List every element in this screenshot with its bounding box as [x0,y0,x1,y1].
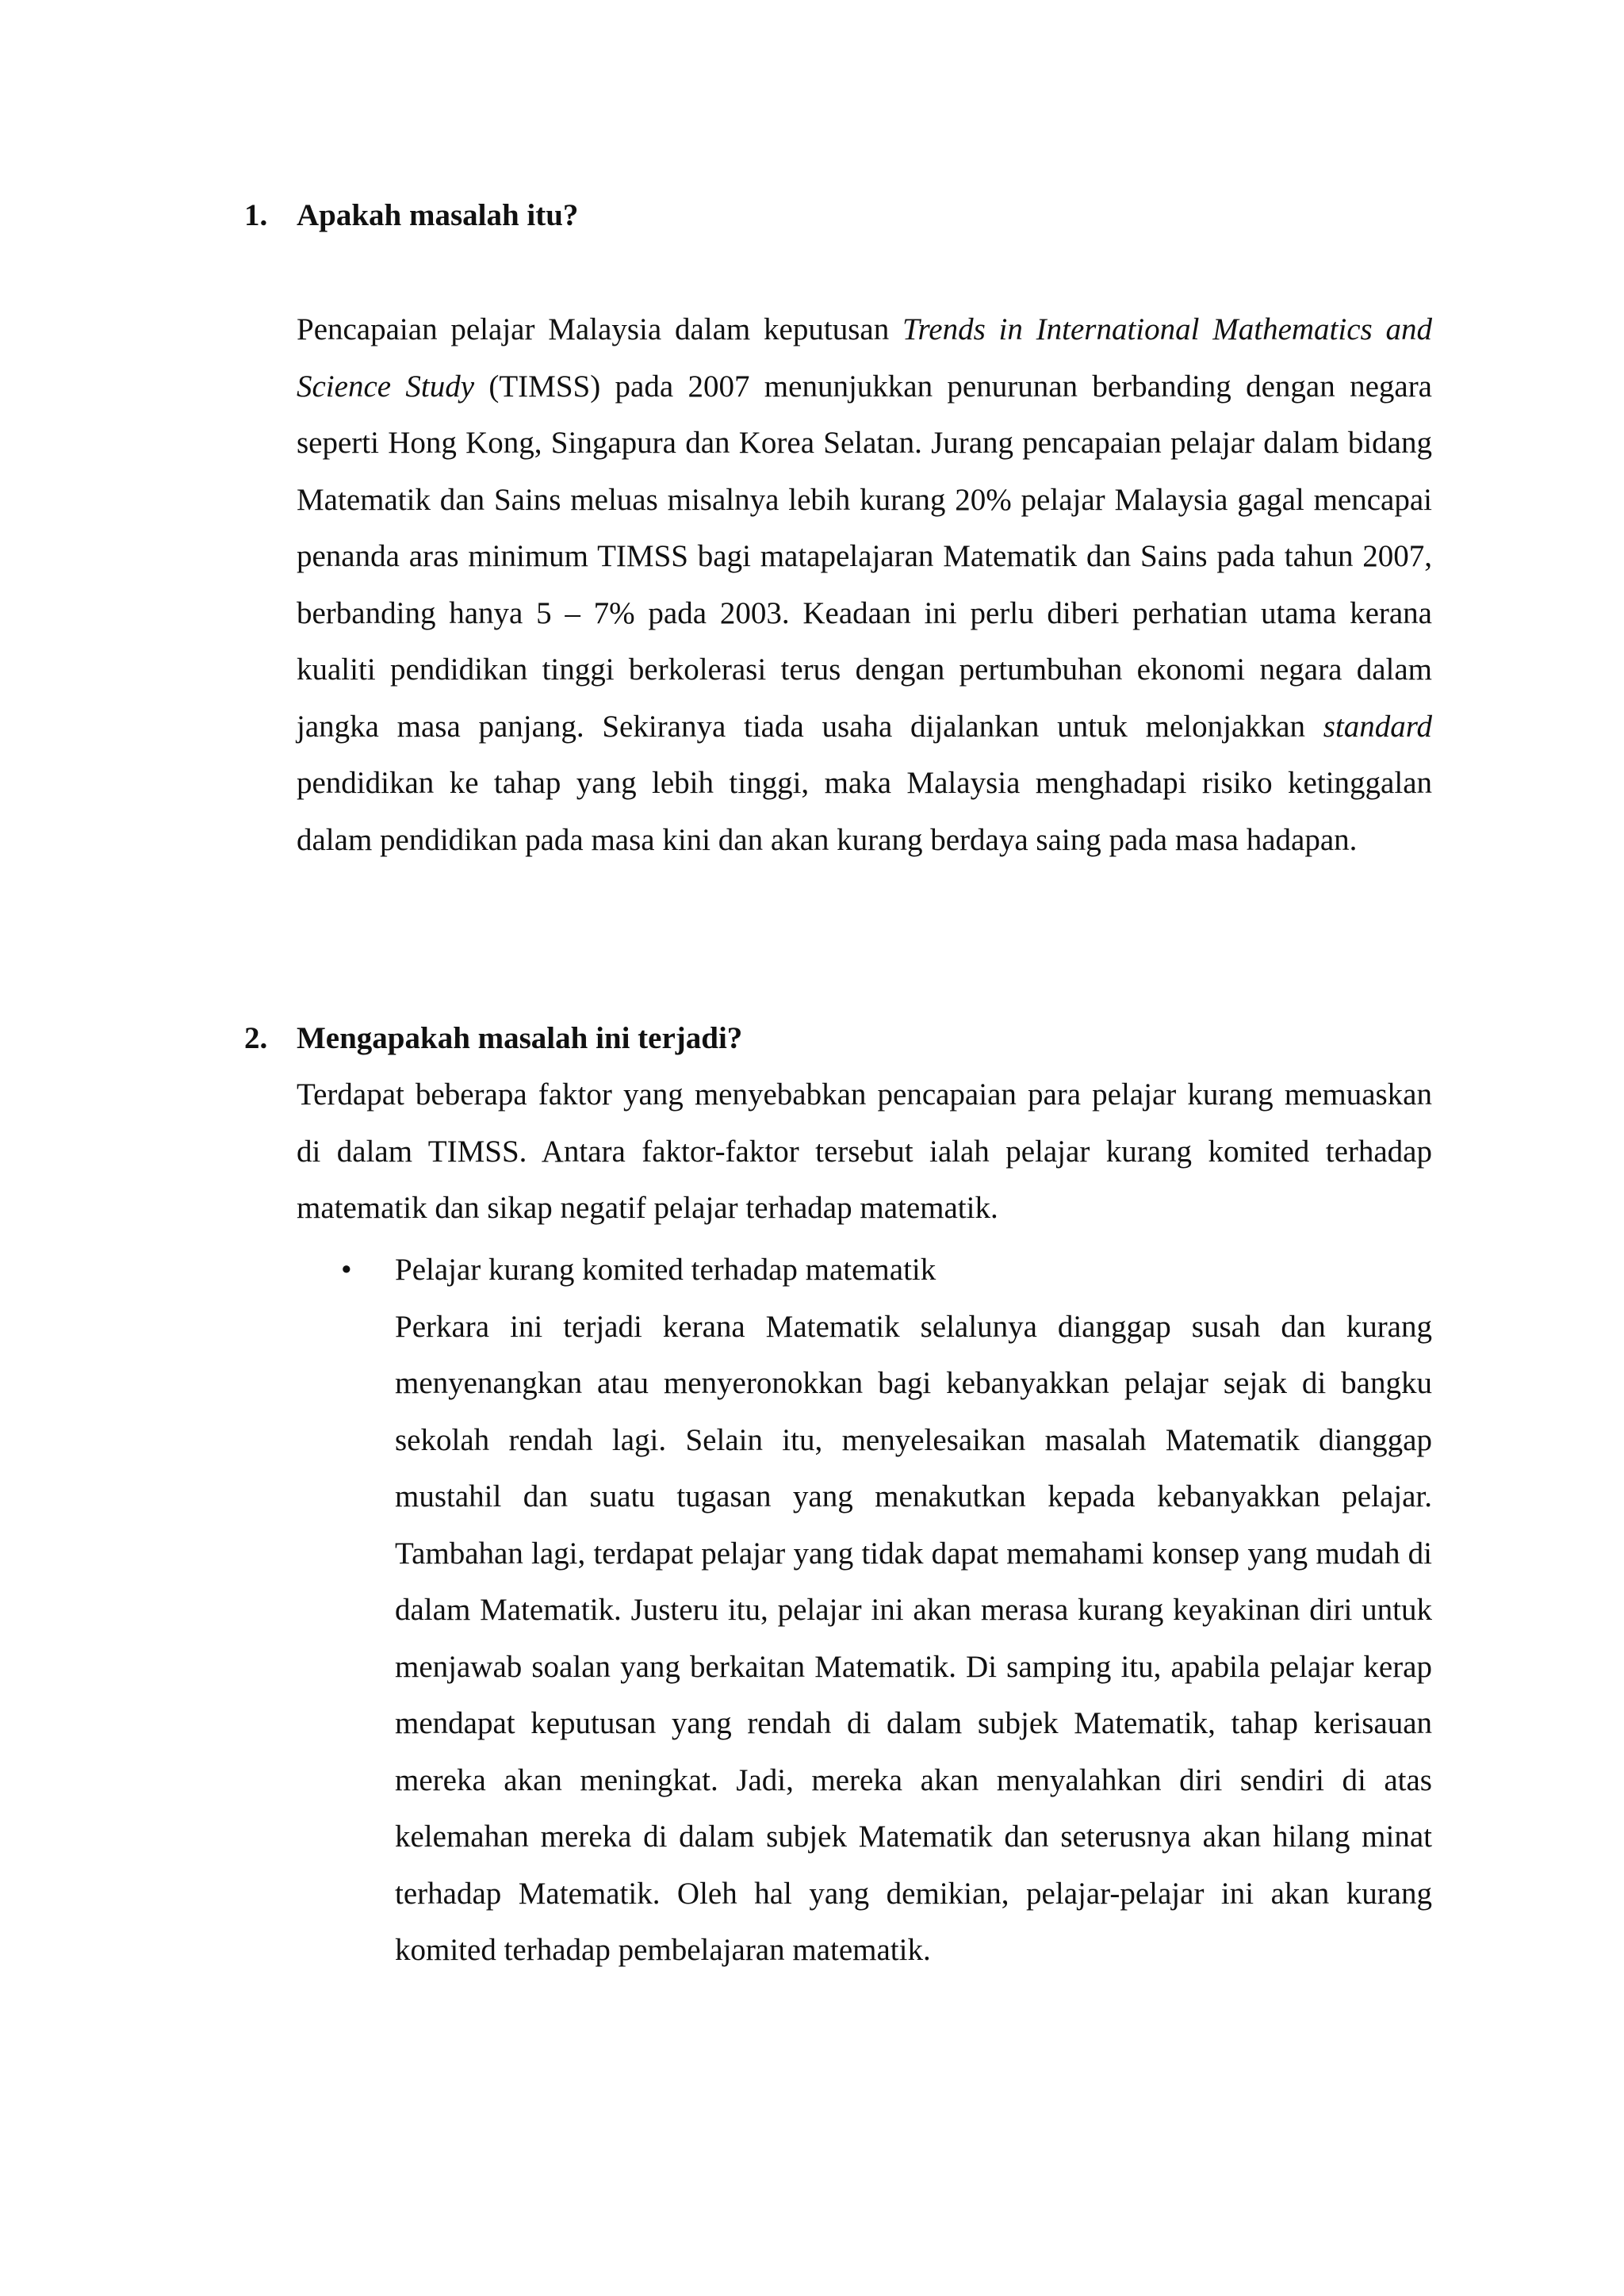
section-1-text-part3: pendidikan ke tahap yang lebih tinggi, maka Malaysia menghadapi risiko ketinggalan dalam pendidikan pada masa kini dan akan kurang berdaya saing pada masa hadapan. [297,766,1432,857]
section-2-intro-paragraph: Terdapat beberapa faktor yang menyebabkan pencapaian para pelajar kurang memuaskan di dalam TIMSS. Antara faktor-faktor tersebut ialah pelajar kurang komited terhadap matematik dan sikap negatif pelajar terhadap matematik. [297,1077,1432,1225]
section-1-text-part2: (TIMSS) pada 2007 menunjukkan penurunan berbanding dengan negara seperti Hong Kong, Singapura dan Korea Selatan. Jurang pencapaian pelajar dalam bidang Matematik dan Sains meluas misalnya lebih kurang 20% pelajar Malaysia gagal mencapai penanda aras minimum TIMSS bagi matapelajaran Matematik dan Sains pada tahun 2007, berbanding hanya 5 – 7% pada 2003. Keadaan ini perlu diberi perhatian utama kerana kualiti pendidikan tinggi berkolerasi terus dengan pertumbuhan ekonomi negara dalam jangka masa panjang. Sekiranya tiada usaha dijalankan untuk melonjakkan [297,369,1432,744]
section-1-text-italic1: Trends in International Mathematics and Science Study [297,312,1432,404]
bullet-body-paragraph: Perkara ini terjadi kerana Matematik selalunya dianggap susah dan kurang menyenangkan atau menyeronokkan bagi kebanyakkan pelajar sejak di bangku sekolah rendah lagi. Selain itu, menyelesaikan masalah Matematik dianggap mustahil dan suatu tugasan yang menakutkan kepada kebanyakkan pelajar. Tambahan lagi, terdapat pelajar yang tidak dapat memahami konsep yang mudah di dalam Matematik. Justeru itu, pelajar ini akan merasa kurang keyakinan diri untuk menjawab soalan yang berkaitan Matematik. Di samping itu, apabila pelajar kerap mendapat keputusan yang rendah di dalam subjek Matematik, tahap kerisauan mereka akan meningkat. Jadi, mereka akan menyalahkan diri sendiri di atas kelemahan mereka di dalam subjek Matematik dan seterusnya akan hilang minat terhadap Matematik. Oleh hal yang demikian, pelajar-pelajar ini akan kurang komited terhadap pembelajaran matematik. [395,1309,1432,1967]
section-1-paragraph [297,301,1432,868]
section-2-number: 2. [244,1021,268,1055]
section-1-text-part1: Pencapaian pelajar Malaysia dalam keputusan [297,312,902,346]
section-1-title: Apakah masalah itu? [297,198,579,232]
section-2-title: Mengapakah masalah ini terjadi? [297,1021,743,1055]
section-1-text-italic2: standard [1323,709,1432,744]
section-1-number: 1. [244,198,268,232]
bullet-title: Pelajar kurang komited terhadap matematik [395,1253,936,1287]
bullet-point-icon: • [341,1253,352,1287]
